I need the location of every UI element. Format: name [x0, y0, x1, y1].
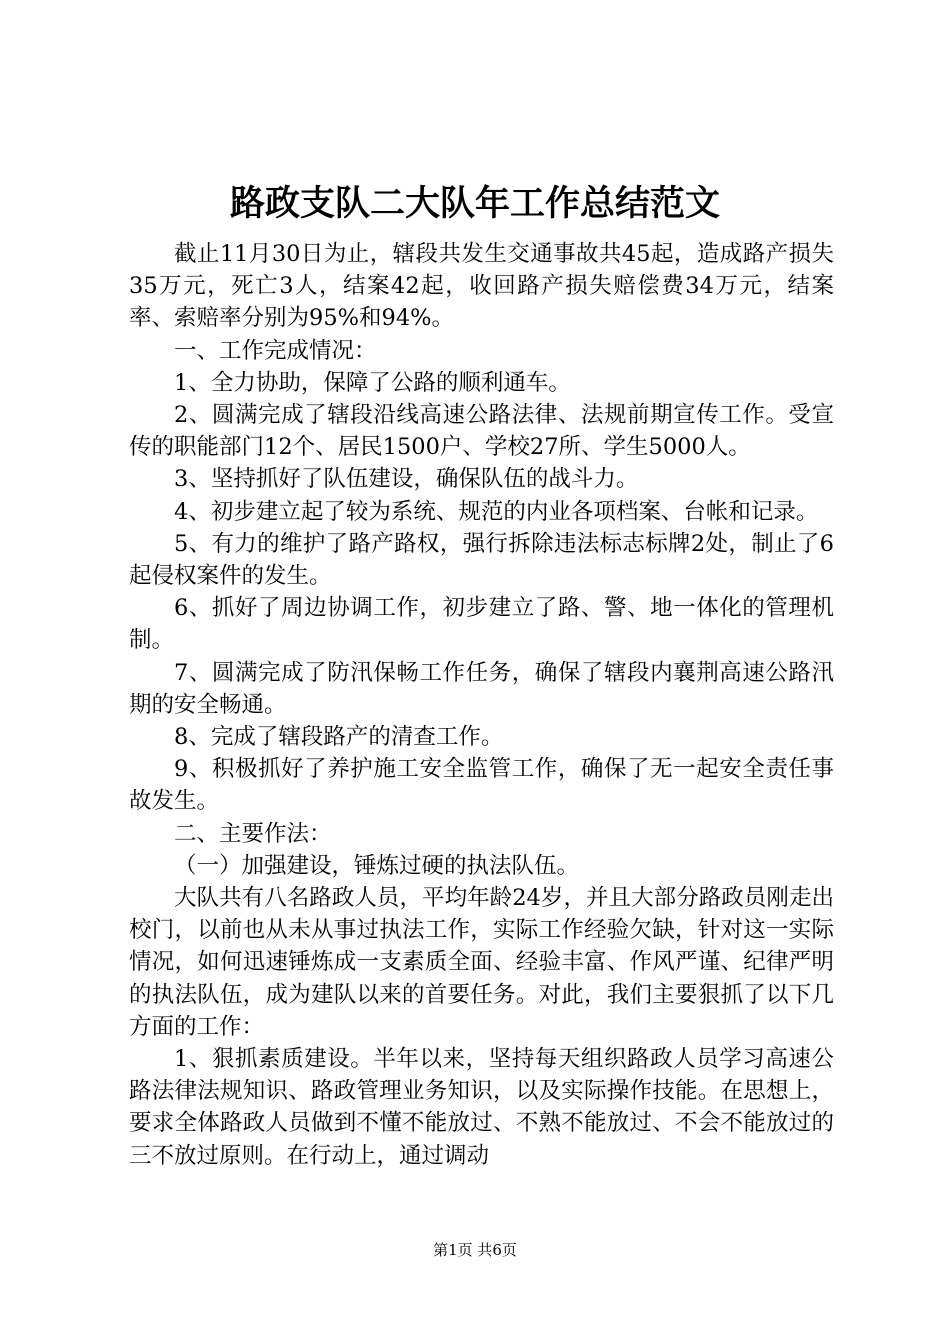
section-heading: 一、工作完成情况：	[174, 337, 377, 364]
section-heading: 二、主要作法：	[174, 820, 332, 847]
document-title: 路政支队二大队年工作总结范文	[229, 183, 720, 224]
page-number-footer: 第1页 共6页	[433, 1241, 517, 1259]
paragraph: 截止11月30日为止，辖段共发生交通事故共45起，造成路产损失35万元，死亡3人，结案42起，收回路产损失赔偿费34万元，结案率、索赔率分别为95%和94%。	[129, 241, 834, 332]
list-item: 4、初步建立起了较为系统、规范的内业各项档案、台帐和记录。	[174, 498, 819, 525]
list-item: 1、全力协助，保障了公路的顺利通车。	[174, 369, 571, 396]
list-item: 1、狠抓素质建设。半年以来，坚持每天组织路政人员学习高速公路法律法规知识、路政管理业务知识，以及实际操作技能。在思想上，要求全体路政人员做到不懂不能放过、不熟不能放过、不会不能放过的三不放过原则。在行动上，通过调动	[129, 1046, 834, 1169]
list-item: 9、积极抓好了养护施工安全监管工作，确保了无一起安全责任事故发生。	[129, 756, 834, 815]
list-item: 5、有力的维护了路产路权，强行拆除违法标志标牌2处，制止了6起侵权案件的发生。	[129, 530, 834, 590]
paragraph: 大队共有八名路政人员，平均年龄24岁，并且大部分路政员刚走出校门，以前也从未从事过执法工作，实际工作经验欠缺，针对这一实际情况，如何迅速锤炼成一支素质全面、经验丰富、作风严谨、纪律严明的执法队伍，成为建队以来的首要任务。对此，我们主要狠抓了以下几方面的工作：	[129, 885, 834, 1040]
list-item: 6、抓好了周边协调工作，初步建立了路、警、地一体化的管理机制。	[129, 595, 834, 654]
subsection-heading: （一）加强建设，锤炼过硬的执法队伍。	[174, 852, 580, 879]
list-item: 7、圆满完成了防汛保畅工作任务，确保了辖段内襄荆高速公路汛期的安全畅通。	[129, 659, 834, 718]
list-item: 8、完成了辖段路产的清查工作。	[174, 724, 504, 751]
list-item: 3、坚持抓好了队伍建设，确保队伍的战斗力。	[174, 466, 639, 493]
document-body	[129, 238, 834, 1172]
list-item: 2、圆满完成了辖段沿线高速公路法律、法规前期宣传工作。受宣传的职能部门12个、居民1500户、学校27所、学生5000人。	[129, 402, 834, 461]
